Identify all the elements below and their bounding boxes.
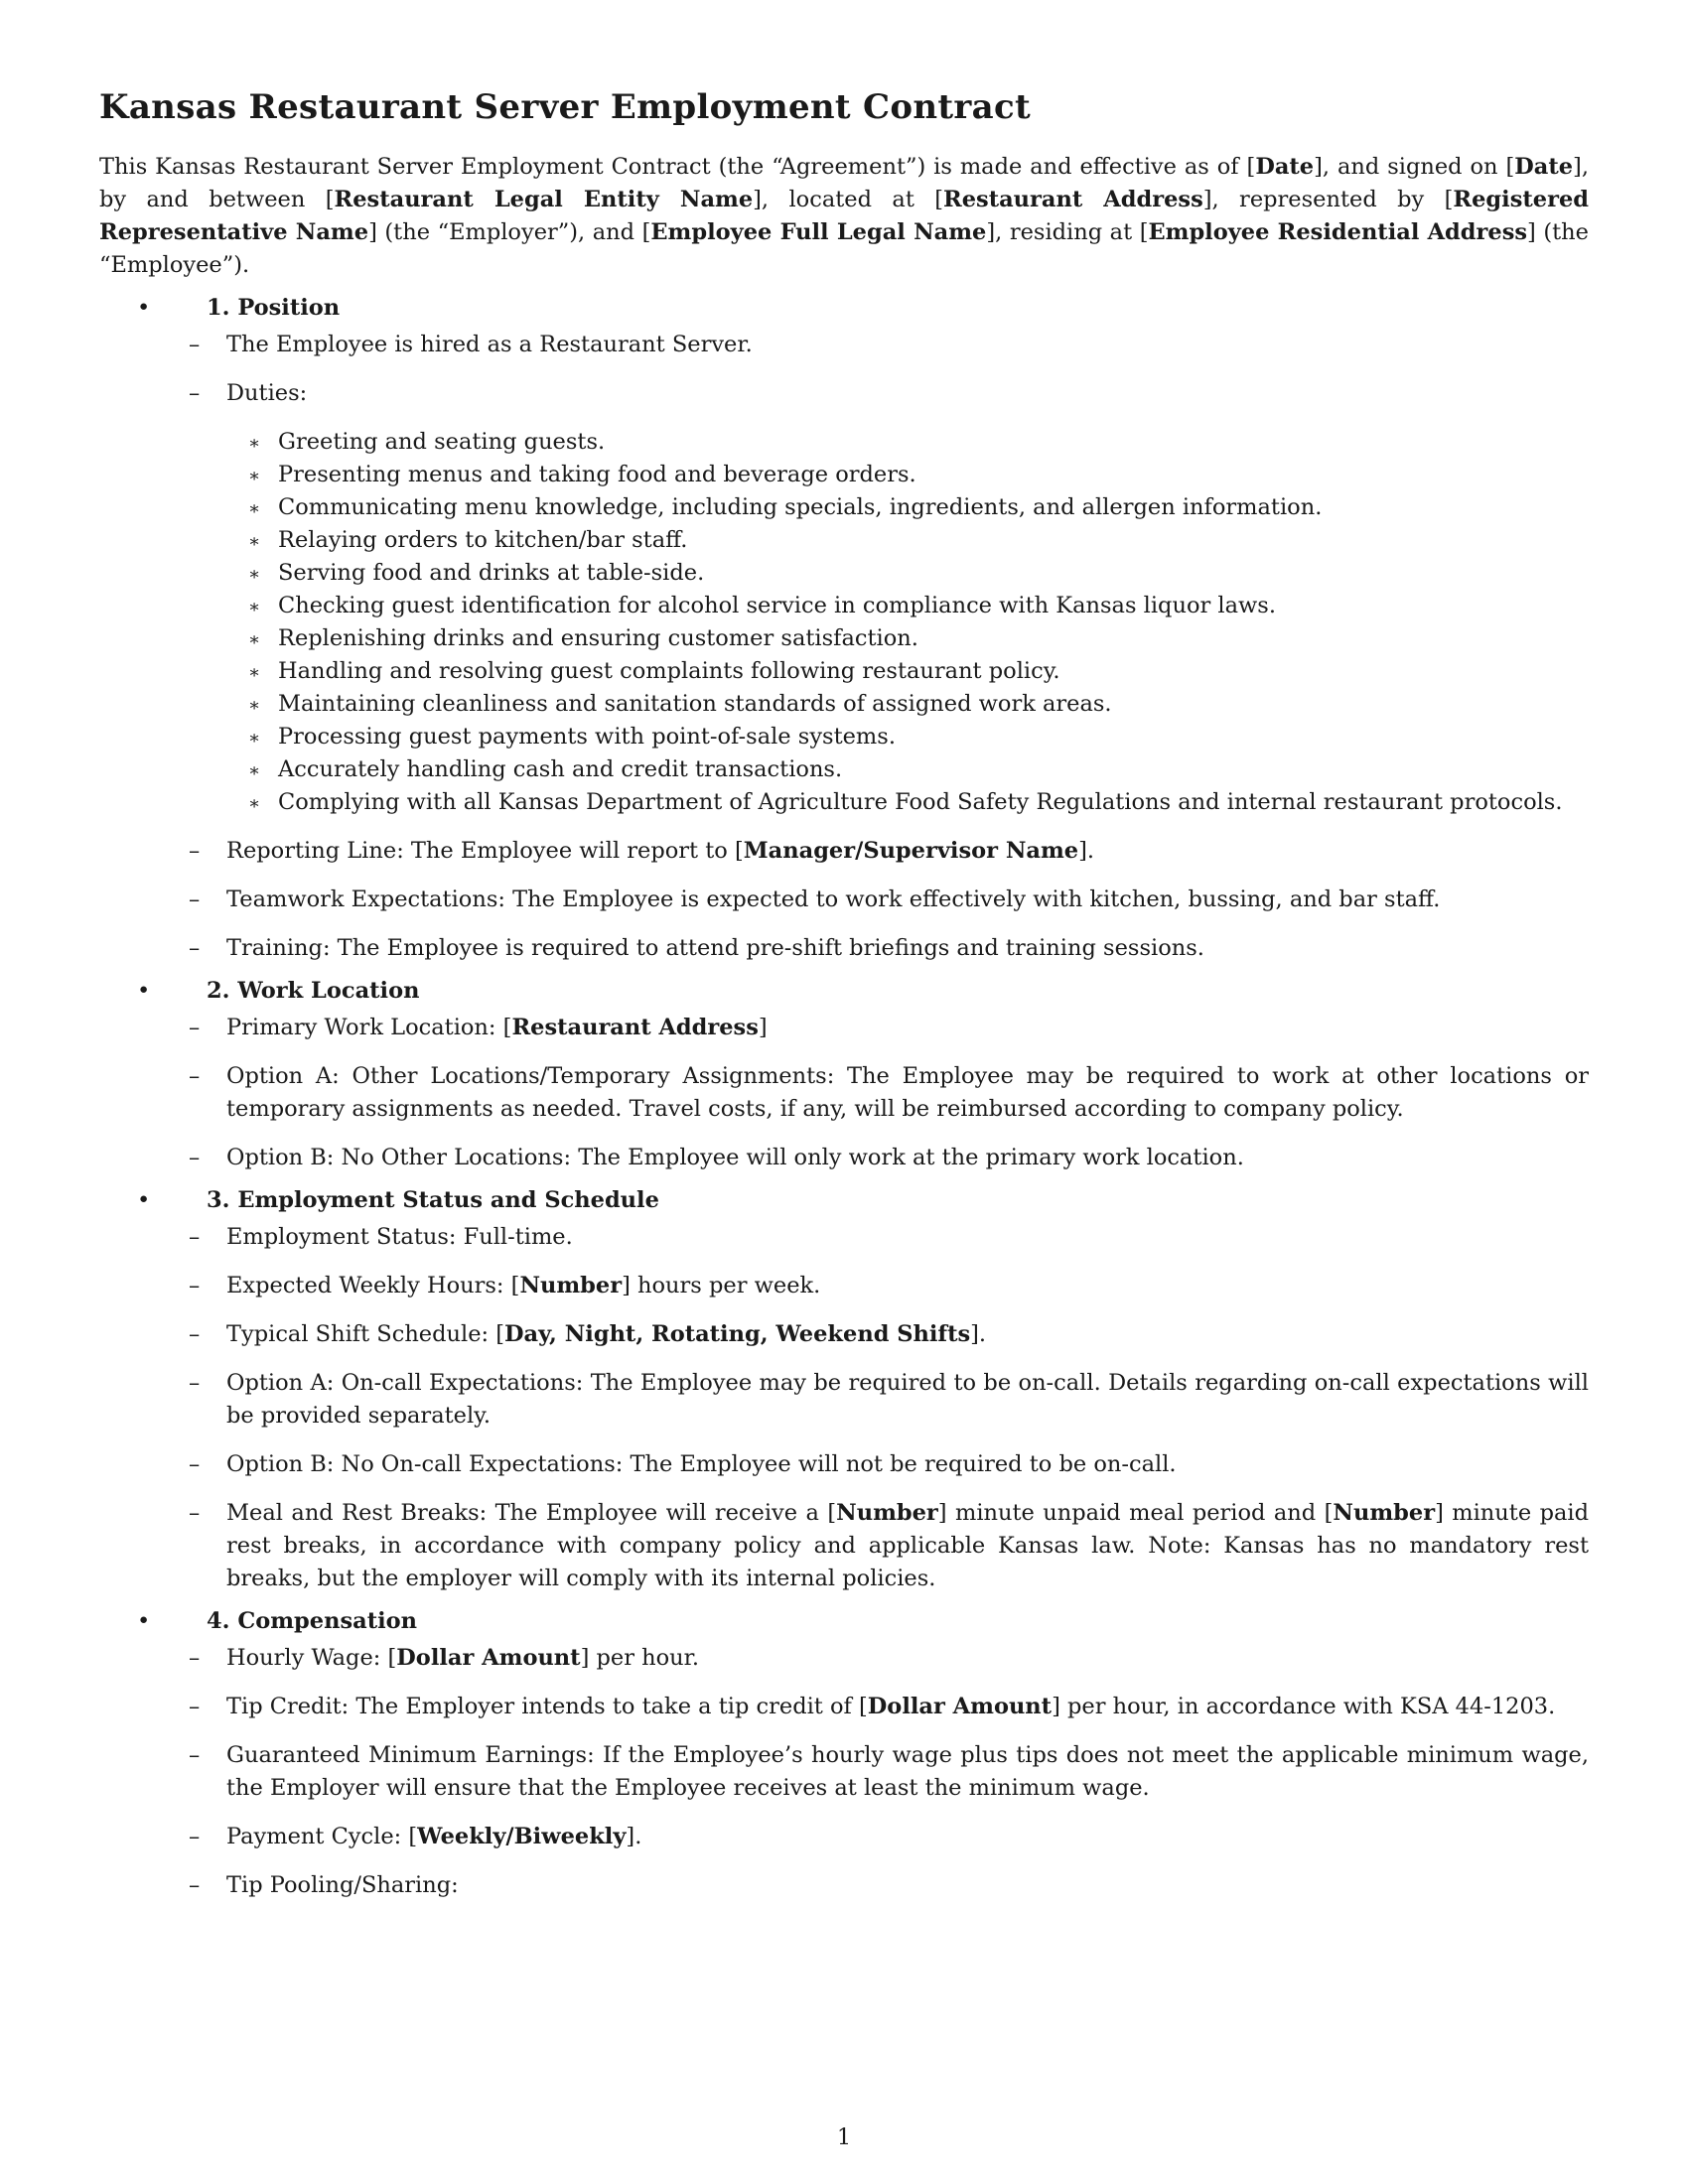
dash-bullet-icon: – [189, 332, 201, 357]
document-page [99, 87, 1589, 1912]
section-heading: 3. Employment Status and Schedule [207, 1187, 659, 1213]
asterisk-bullet-icon: ∗ [248, 564, 261, 585]
clause-item [189, 1642, 1589, 1675]
duty-item [248, 622, 1589, 655]
clause-text [226, 1015, 768, 1040]
dash-bullet-icon: – [189, 1451, 201, 1477]
placeholder-field: Dollar Amount [396, 1645, 581, 1671]
clause-item [189, 835, 1589, 868]
duty-text: Communicating menu knowledge, including specials, ingredients, and allergen information. [278, 494, 1323, 520]
intro-paragraph [99, 151, 1589, 282]
bullet-icon: • [137, 1187, 151, 1213]
text-run: Teamwork Expectations: The Employee is expected to work effectively with kitchen, bussing, and bar staff. [226, 887, 1441, 912]
placeholder-field: Number [836, 1500, 938, 1526]
clause-list [189, 329, 1589, 965]
dash-bullet-icon: – [189, 1694, 201, 1719]
section-item [99, 292, 1589, 965]
clause-text [226, 1824, 641, 1849]
duty-text: Complying with all Kansas Department of Agriculture Food Safety Regulations and internal restaurant protocols. [278, 789, 1563, 815]
asterisk-bullet-icon: ∗ [248, 760, 261, 781]
clause-text [226, 1451, 1177, 1477]
duty-text: Accurately handling cash and credit transactions. [278, 756, 843, 782]
text-run: Option A: On-call Expectations: The Employee may be required to be on-call. Details regarding on-call expectations will be provided separately. [226, 1370, 1589, 1429]
clause-item [189, 377, 1589, 819]
duty-text: Checking guest identification for alcohol service in compliance with Kansas liquor laws. [278, 593, 1276, 618]
duty-item [248, 426, 1589, 459]
clause-text [226, 1645, 699, 1671]
section-item [99, 975, 1589, 1174]
text-run: This Kansas Restaurant Server Employment Contract (the “Agreement”) is made and effective as of [ [99, 154, 1256, 180]
duty-item [248, 753, 1589, 786]
dash-bullet-icon: – [189, 380, 201, 406]
clause-text [226, 1063, 1589, 1122]
bullet-icon: • [137, 978, 151, 1004]
asterisk-bullet-icon: ∗ [248, 728, 261, 749]
duty-item [248, 491, 1589, 524]
clause-text [226, 838, 1094, 864]
duty-item [248, 524, 1589, 557]
dash-bullet-icon: – [189, 1273, 201, 1298]
text-run: ] hours per week. [622, 1273, 821, 1298]
text-run: ], represented by [ [1202, 187, 1454, 212]
clause-text [226, 1694, 1555, 1719]
duty-text: Handling and resolving guest complaints following restaurant policy. [278, 658, 1060, 684]
text-run: Tip Pooling/Sharing: [226, 1872, 459, 1898]
dash-bullet-icon: – [189, 935, 201, 961]
clause-item [189, 1012, 1589, 1044]
text-run: Option B: No On-call Expectations: The Employee will not be required to be on-call. [226, 1451, 1177, 1477]
text-run: Guaranteed Minimum Earnings: If the Employee’s hourly wage plus tips does not meet the applicable minimum wage, the Employer will ensure that the Employee receives at least the minimum wage. [226, 1742, 1589, 1801]
placeholder-field: Manager/Supervisor Name [743, 838, 1079, 864]
clause-item [189, 1060, 1589, 1126]
duty-item [248, 786, 1589, 819]
section-item [99, 1605, 1589, 1902]
asterisk-bullet-icon: ∗ [248, 662, 261, 683]
document-title: Kansas Restaurant Server Employment Contract [99, 87, 1031, 127]
sections-list [99, 292, 1589, 1902]
dash-bullet-icon: – [189, 1872, 201, 1898]
text-run: Employment Status: Full-time. [226, 1224, 573, 1250]
clause-item [189, 1691, 1589, 1723]
clause-item [189, 1739, 1589, 1805]
section-heading: 4. Compensation [207, 1608, 418, 1634]
dash-bullet-icon: – [189, 1224, 201, 1250]
dash-bullet-icon: – [189, 1645, 201, 1671]
placeholder-field: Restaurant Legal Entity Name [334, 187, 754, 212]
clause-item [189, 1318, 1589, 1351]
section-heading: 1. Position [207, 295, 341, 321]
asterisk-bullet-icon: ∗ [248, 531, 261, 552]
page-number: 1 [836, 2124, 852, 2150]
text-run: ] (the “Employee”). [99, 219, 1589, 278]
duty-item [248, 655, 1589, 688]
clause-text [226, 1370, 1589, 1429]
asterisk-bullet-icon: ∗ [248, 498, 261, 519]
text-run: ] per hour. [580, 1645, 700, 1671]
bullet-icon: • [137, 295, 151, 321]
clause-text [226, 1273, 820, 1298]
text-run: ], located at [ [753, 187, 944, 212]
text-run: Option A: Other Locations/Temporary Assignments: The Employee may be required to work at other locations or temporary assignments as needed. Travel costs, if any, will be reimbursed according to company policy. [226, 1063, 1589, 1122]
clause-item [189, 329, 1589, 361]
duty-text: Greeting and seating guests. [278, 429, 606, 455]
placeholder-field: Number [1333, 1500, 1436, 1526]
text-run: ] [758, 1015, 768, 1040]
duty-text: Relaying orders to kitchen/bar staff. [278, 527, 688, 553]
text-run: Meal and Rest Breaks: The Employee will receive a [ [226, 1500, 837, 1526]
text-run: ], and signed on [ [1314, 154, 1515, 180]
duty-text: Maintaining cleanliness and sanitation standards of assigned work areas. [278, 691, 1112, 717]
clause-text [226, 1145, 1244, 1170]
duty-item [248, 557, 1589, 590]
text-run: ] (the “Employer”), and [ [368, 219, 651, 245]
section-item [99, 1184, 1589, 1595]
placeholder-field: Dollar Amount [867, 1694, 1053, 1719]
placeholder-field: Restaurant Address [511, 1015, 759, 1040]
clause-item [189, 1497, 1590, 1595]
clause-item [189, 1448, 1589, 1481]
placeholder-field: Employee Residential Address [1148, 219, 1528, 245]
clause-item [189, 932, 1589, 965]
section-heading: 2. Work Location [207, 978, 420, 1004]
text-run: Hourly Wage: [ [226, 1645, 397, 1671]
text-run: Payment Cycle: [ [226, 1824, 418, 1849]
clause-item [189, 1221, 1589, 1254]
placeholder-field: Number [519, 1273, 623, 1298]
clause-text [226, 1742, 1589, 1801]
clause-item [189, 884, 1589, 916]
asterisk-bullet-icon: ∗ [248, 466, 261, 486]
dash-bullet-icon: – [189, 1063, 201, 1089]
text-run: ]. [1078, 838, 1095, 864]
clause-list [189, 1221, 1590, 1595]
duty-text: Processing guest payments with point-of-sale systems. [278, 724, 896, 750]
text-run: Option B: No Other Locations: The Employee will only work at the primary work location. [226, 1145, 1244, 1170]
duty-list [248, 426, 1589, 819]
duty-item [248, 721, 1589, 753]
clause-item [189, 1270, 1589, 1302]
duty-item [248, 459, 1589, 491]
text-run: ], by and between [ [99, 154, 1589, 212]
placeholder-field: Employee Full Legal Name [650, 219, 987, 245]
clause-text [226, 332, 753, 357]
text-run: Duties: [226, 380, 308, 406]
placeholder-field: Day, Night, Rotating, Weekend Shifts [504, 1321, 971, 1347]
placeholder-field: Registered Representative Name [99, 187, 1589, 245]
duty-text: Replenishing drinks and ensuring customer satisfaction. [278, 625, 918, 651]
clause-item [189, 1821, 1589, 1853]
duty-item [248, 688, 1589, 721]
clause-text [226, 1872, 459, 1898]
dash-bullet-icon: – [189, 1824, 201, 1849]
clause-item [189, 1367, 1589, 1433]
clause-text [226, 1224, 573, 1250]
bullet-icon: • [137, 1608, 151, 1634]
duty-text: Serving food and drinks at table-side. [278, 560, 705, 586]
text-run: Training: The Employee is required to attend pre-shift briefings and training sessions. [226, 935, 1204, 961]
asterisk-bullet-icon: ∗ [248, 433, 261, 454]
asterisk-bullet-icon: ∗ [248, 629, 261, 650]
clause-text [226, 1500, 1589, 1591]
placeholder-field: Date [1255, 154, 1315, 180]
clause-list [189, 1642, 1589, 1902]
text-run: The Employee is hired as a Restaurant Server. [226, 332, 753, 357]
text-run: ] minute unpaid meal period and [ [937, 1500, 1334, 1526]
placeholder-field: Weekly/Biweekly [417, 1824, 627, 1849]
dash-bullet-icon: – [189, 1145, 201, 1170]
text-run: Reporting Line: The Employee will report to [ [226, 838, 744, 864]
clause-item [189, 1869, 1589, 1902]
duty-item [248, 590, 1589, 622]
text-run: Tip Credit: The Employer intends to take a tip credit of [ [226, 1694, 868, 1719]
text-run: ]. [626, 1824, 642, 1849]
text-run: Expected Weekly Hours: [ [226, 1273, 520, 1298]
clause-text [226, 380, 307, 406]
placeholder-field: Date [1514, 154, 1574, 180]
clause-text [226, 935, 1204, 961]
dash-bullet-icon: – [189, 1500, 201, 1526]
asterisk-bullet-icon: ∗ [248, 695, 261, 716]
asterisk-bullet-icon: ∗ [248, 597, 261, 617]
text-run: ] per hour, in accordance with KSA 44-1203. [1052, 1694, 1556, 1719]
dash-bullet-icon: – [189, 838, 201, 864]
dash-bullet-icon: – [189, 1015, 201, 1040]
dash-bullet-icon: – [189, 1321, 201, 1347]
text-run: ], residing at [ [986, 219, 1149, 245]
text-run: ] minute paid rest breaks, in accordance with company policy and applicable Kansas law. Note: Kansas has no mandatory rest breaks, but the employer will comply with its internal policies. [226, 1500, 1590, 1591]
clause-list [189, 1012, 1589, 1174]
clause-text [226, 1321, 986, 1347]
clause-item [189, 1142, 1589, 1174]
placeholder-field: Restaurant Address [943, 187, 1203, 212]
clause-text [226, 887, 1440, 912]
text-run: Primary Work Location: [ [226, 1015, 512, 1040]
dash-bullet-icon: – [189, 1370, 201, 1396]
asterisk-bullet-icon: ∗ [248, 793, 261, 814]
text-run: Typical Shift Schedule: [ [226, 1321, 505, 1347]
duty-text: Presenting menus and taking food and beverage orders. [278, 462, 916, 487]
text-run: ]. [970, 1321, 987, 1347]
dash-bullet-icon: – [189, 1742, 201, 1768]
dash-bullet-icon: – [189, 887, 201, 912]
